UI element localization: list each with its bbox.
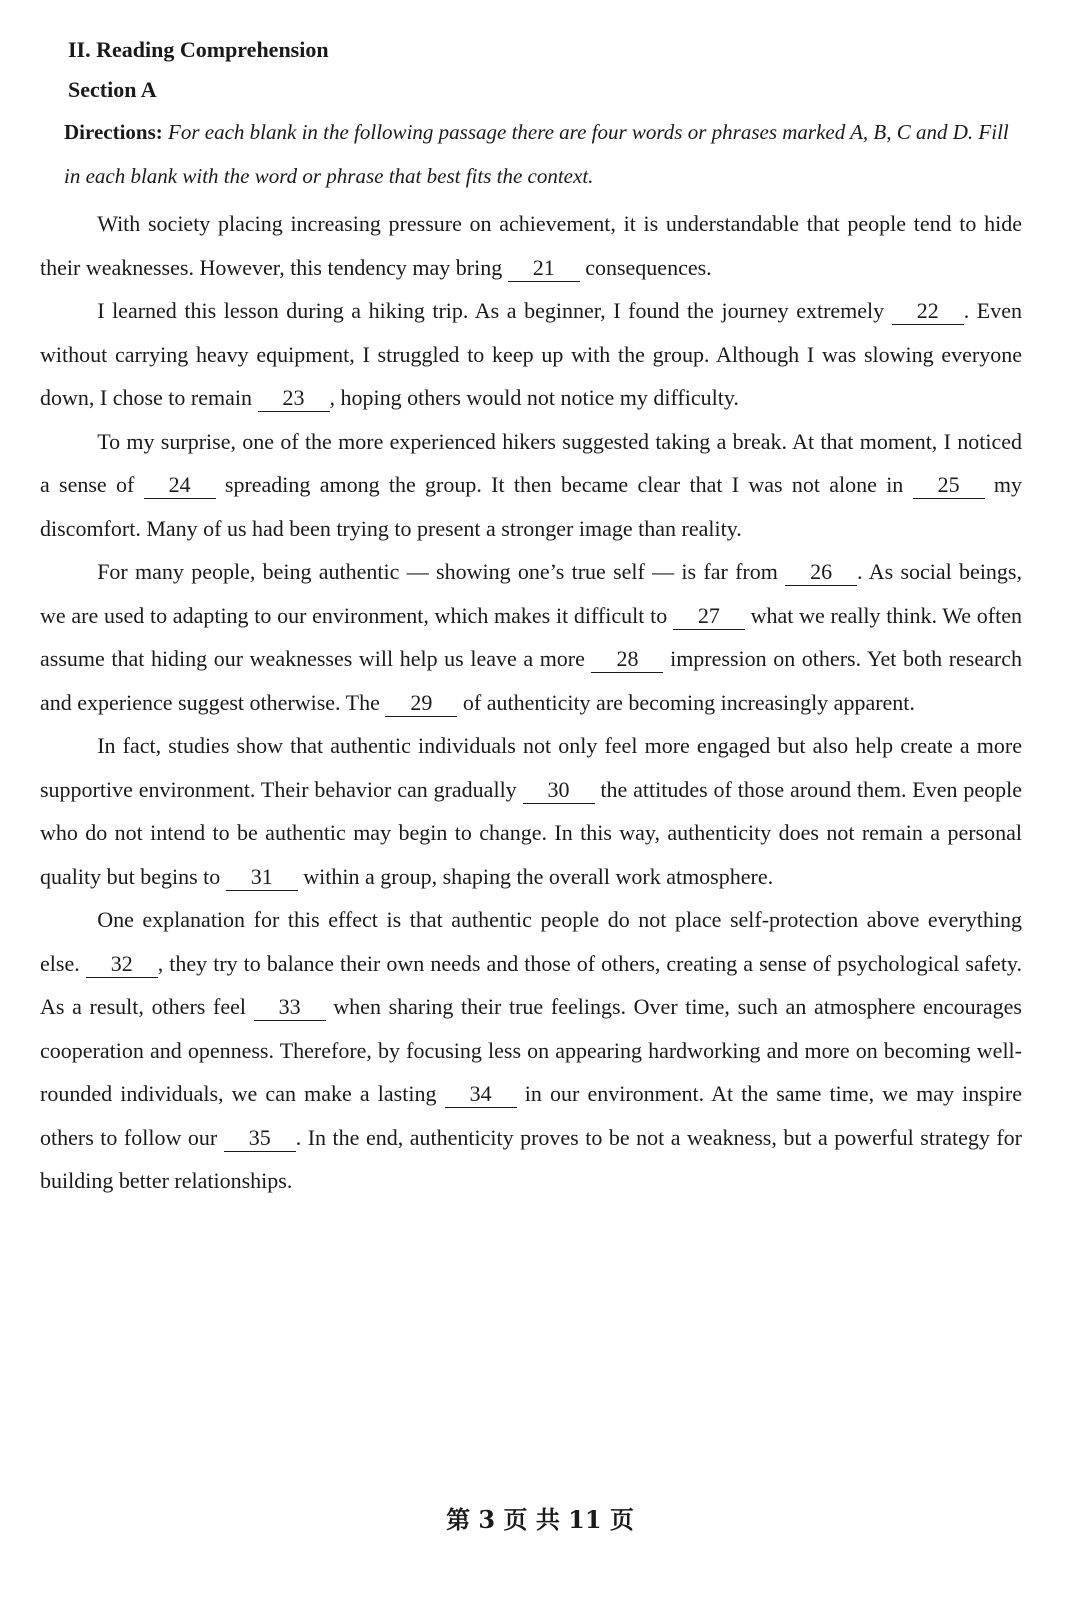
blank-24: 24 <box>144 472 216 499</box>
directions <box>40 110 1022 198</box>
blank-27: 27 <box>673 603 745 630</box>
section-heading: Section A <box>68 77 157 102</box>
blank-28: 28 <box>591 646 663 673</box>
paragraph: One explanation for this effect is that authentic people do not place self-protection above everything else. 32 , they try to balance their own needs and those of others, creating a sense of psychological safety. As a result, others feel 33 when sharing their true feelings. Over time, such an atmosphere encourages cooperation and openness. Therefore, by focusing less on appearing hardworking and more on becoming well-rounded individuals, we can make a lasting 34 in our environment. At the same time, we may inspire others to follow our 35 . In the end, authenticity proves to be not a weakness, but a powerful strategy for building better relationships. <box>40 907 1022 1193</box>
blank-35: 35 <box>224 1125 296 1152</box>
paragraph: In fact, studies show that authentic individuals not only feel more engaged but also help create a more supportive environment. Their behavior can gradually 30 the attitudes of those around them. Even people who do not intend to be authentic may begin to change. In this way, authenticity does not remain a personal quality but begins to 31 within a group, shaping the overall work atmosphere. <box>40 733 1023 889</box>
blank-22: 22 <box>892 298 964 325</box>
blank-21: 21 <box>508 255 580 282</box>
blank-30: 30 <box>523 777 595 804</box>
blank-34: 34 <box>445 1081 517 1108</box>
directions-label: Directions: <box>64 120 163 144</box>
blank-23: 23 <box>258 385 330 412</box>
blank-25: 25 <box>913 472 985 499</box>
directions-text: For each blank in the following passage there are four words or phrases marked A, B, C and D. Fill in each blank with the word or phrase that best fits the context. <box>64 120 1009 188</box>
paragraph: With society placing increasing pressure on achievement, it is understandable that people tend to hide their weaknesses. However, this tendency may bring 21 consequences. <box>40 211 1022 280</box>
passage <box>40 202 1022 1203</box>
paragraph: For many people, being authentic — showing one’s true self — is far from 26 . As social beings, we are used to adapting to our environment, which makes it difficult to 27 what we really think. We often assume that hiding our weaknesses will help us leave a more 28 impression on others. Yet both research and experience suggest otherwise. The 29 of authenticity are becoming increasingly apparent. <box>40 559 1022 715</box>
page-number: 第 3 页 共 11 页 <box>446 1505 634 1534</box>
blank-32: 32 <box>86 951 158 978</box>
part-heading: II. Reading Comprehension <box>68 37 329 62</box>
paragraph: To my surprise, one of the more experienced hikers suggested taking a break. At that moment, I noticed a sense of 24 spreading among the group. It then became clear that I was not alone in 25 my discomfort. Many of us had been trying to present a stronger image than reality. <box>40 428 1022 541</box>
blank-29: 29 <box>385 690 457 717</box>
blank-26: 26 <box>785 559 857 586</box>
blank-33: 33 <box>254 994 326 1021</box>
paragraph: I learned this lesson during a hiking trip. As a beginner, I found the journey extremely 22 . Even without carrying heavy equipment, I struggled to keep up with the group. Although I was slowing everyone down, I chose to remain 23 , hoping others would not notice my difficulty. <box>40 298 1022 410</box>
blank-31: 31 <box>226 864 298 891</box>
